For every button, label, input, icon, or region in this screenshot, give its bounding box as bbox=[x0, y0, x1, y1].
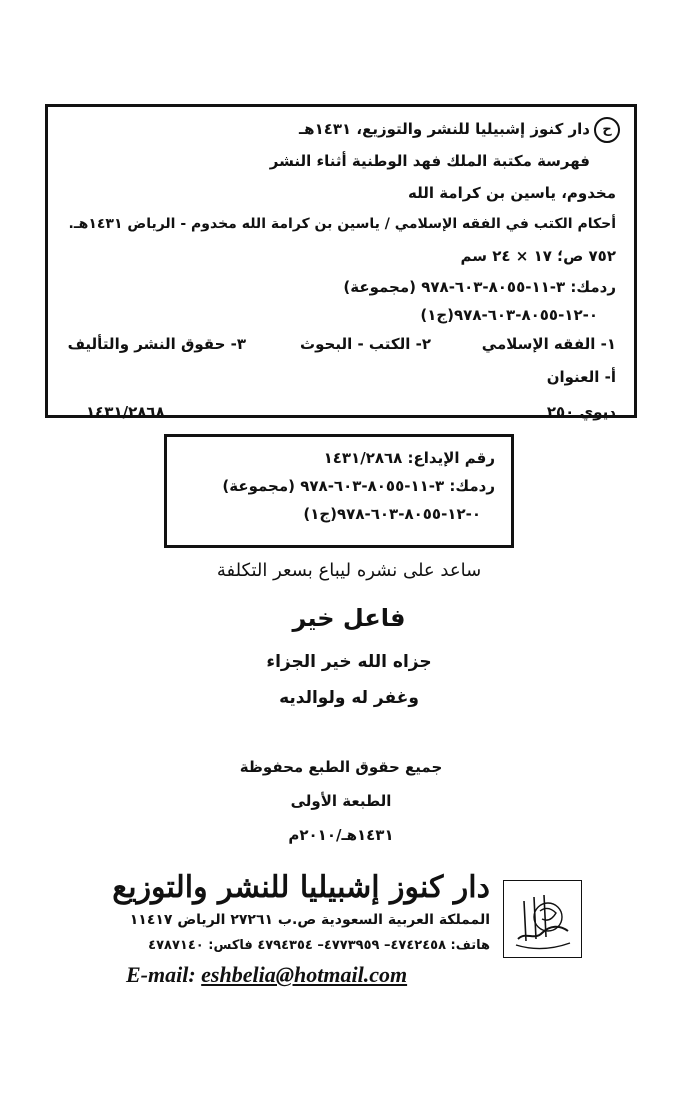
donor-name: فاعل خير bbox=[292, 604, 406, 632]
edition-label: الطبعة الأولى bbox=[290, 792, 392, 810]
cataloging-title-line: أحكام الكتب في الفقه الإسلامي / ياسين بن كرامة الله مخدوم - الرياض ١٤٣١هـ. bbox=[68, 216, 616, 232]
deposit-number-line: رقم الإيداع: ١٤٣١/٢٨٦٨ bbox=[323, 449, 495, 467]
cataloging-in-publication-box bbox=[45, 104, 637, 421]
cataloging-pages-line: ٧٥٢ ص؛ ١٧ × ٢٤ سم bbox=[460, 247, 616, 265]
copyright-notice: جميع حقوق الطبع محفوظة bbox=[239, 758, 443, 776]
deposit-isbn-set: ردمك: ٣-١١-٨٠٥٥-٦٠٣-٩٧٨ (مجموعة) bbox=[222, 477, 495, 495]
subject-heading-3: ٣- حقوق النشر والتأليف bbox=[67, 335, 246, 353]
subject-heading-1: ١- الفقه الإسلامي bbox=[481, 335, 616, 353]
edition-year: ١٤٣١هـ/٢٠١٠م bbox=[288, 826, 394, 844]
email-link[interactable]: eshbelia@hotmail.com bbox=[201, 962, 408, 987]
subject-heading-2: ٢- الكتب - البحوث bbox=[300, 335, 431, 353]
publisher-address: المملكة العربية السعودية ص.ب ٢٧٢٦١ الرياض ١١٤١٧ bbox=[129, 912, 490, 928]
copyright-mark: ح bbox=[594, 117, 620, 143]
publisher-email-line bbox=[126, 962, 407, 988]
publisher-logo bbox=[503, 880, 582, 958]
cataloging-library-line: فهرسة مكتبة الملك فهد الوطنية أثناء النشر bbox=[269, 152, 590, 170]
publisher-name: دار كنوز إشبيليا للنشر والتوزيع bbox=[112, 870, 490, 905]
prayer-line-1: جزاه الله خير الجزاء bbox=[266, 652, 432, 672]
cataloging-isbn-volume: ٠-١٢-٨٠٥٥-٦٠٣-٩٧٨(ج١) bbox=[420, 306, 598, 324]
cataloging-publisher-line: دار كنوز إشبيليا للنشر والتوزيع، ١٤٣١هـ bbox=[299, 120, 590, 138]
cataloging-author-line: مخدوم، ياسين بن كرامة الله bbox=[407, 184, 616, 202]
cataloging-subject-headings bbox=[56, 335, 616, 357]
cataloging-title-entry: أ- العنوان bbox=[546, 368, 616, 386]
publisher-phones: هاتف: ٤٧٤٢٤٥٨– ٤٧٧٣٩٥٩– ٤٧٩٤٣٥٤ فاكس: ٤٧٨٧١٤٠ bbox=[148, 938, 490, 953]
cataloging-deposit-number: ١٤٣١/٢٨٦٨ bbox=[86, 403, 165, 421]
prayer-line-2: وغفر له ولوالديه bbox=[279, 688, 419, 708]
cataloging-isbn-set: ردمك: ٣-١١-٨٠٥٥-٦٠٣-٩٧٨ (مجموعة) bbox=[343, 278, 616, 296]
email-label: E-mail: bbox=[126, 962, 196, 987]
legal-deposit-box bbox=[164, 434, 514, 548]
deposit-isbn-volume: ٠-١٢-٨٠٥٥-٦٠٣-٩٧٨(ج١) bbox=[303, 505, 481, 523]
dewey-number: ديوي ٢٥٠ bbox=[546, 403, 616, 421]
calligraphy-seal-icon bbox=[504, 881, 580, 956]
sponsor-note: ساعد على نشره ليباع بسعر التكلفة bbox=[216, 560, 482, 581]
